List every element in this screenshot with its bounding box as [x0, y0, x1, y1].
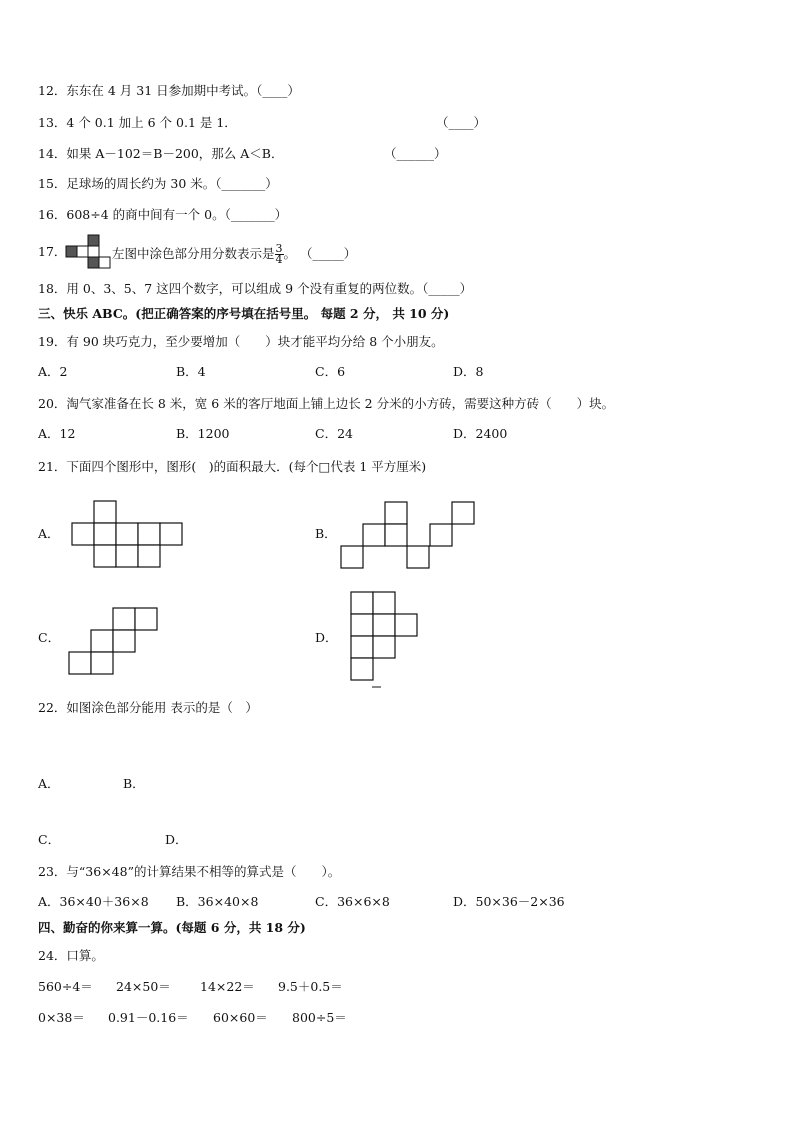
oral-calc-4: 9.5＋0.5＝	[278, 979, 343, 994]
q23-option-a[interactable]: A．36×40＋36×8	[38, 894, 149, 909]
question-21: 21．下面四个图形中，图形( )的面积最大．(每个□代表 1 平方厘米)	[38, 459, 427, 474]
q21-label-a[interactable]: A．	[38, 526, 60, 541]
oral-calc-3: 14×22＝	[200, 979, 255, 994]
section-3-title: 三、快乐 ABC。(把正确答案的序号填在括号里。 每题 2 分， 共 10 分)	[38, 306, 450, 321]
question-14: 14．如果 A－102＝B－200，那么 A＜B．	[38, 146, 284, 161]
answer-blank-13[interactable]: （____）	[436, 115, 487, 130]
question-17-text	[112, 244, 356, 265]
q21-label-d[interactable]: D．	[315, 630, 338, 645]
q20-option-c[interactable]: C．24	[315, 426, 353, 441]
q23-option-c[interactable]: C．36×6×8	[315, 894, 390, 909]
q19-option-b[interactable]: B．4	[176, 364, 206, 379]
fraction-three-quarters	[275, 244, 284, 265]
q20-option-b[interactable]: B．1200	[176, 426, 230, 441]
question-24: 24．口算。	[38, 948, 104, 963]
oral-calc-7: 60×60＝	[213, 1010, 268, 1025]
oral-calc-5: 0×38＝	[38, 1010, 85, 1025]
q20-option-d[interactable]: D．2400	[453, 426, 508, 441]
q19-option-a[interactable]: A．2	[38, 364, 68, 379]
question-13: 13．4 个 0.1 加上 6 个 0.1 是 1．	[38, 115, 237, 130]
question-12: 12．东东在 4 月 31 日参加期中考试。（____）	[38, 83, 300, 98]
answer-blank-14[interactable]: （______）	[384, 146, 447, 161]
q17-shaded-figure	[66, 234, 112, 268]
q17-suffix: 。 （_____）	[283, 246, 357, 261]
question-15: 15．足球场的周长约为 30 米。（_______）	[38, 176, 278, 191]
q19-option-c[interactable]: C．6	[315, 364, 346, 379]
section-4-title: 四、勤奋的你来算一算。(每题 6 分，共 18 分)	[38, 920, 306, 935]
oral-calc-6: 0.91－0.16＝	[108, 1010, 189, 1025]
q21-figure-b	[340, 500, 480, 572]
q21-figure-a	[71, 500, 186, 570]
question-20: 20．淘气家准备在长 8 米，宽 6 米的客厅地面上铺上边长 2 分米的小方砖，需要这种方砖（ ）块。	[38, 396, 615, 411]
q21-figure-c	[67, 606, 162, 678]
oral-calc-8: 800÷5＝	[292, 1010, 347, 1025]
q17-stem: 左图中涂色部分用分数表示是	[112, 246, 275, 261]
q21-figure-d	[350, 591, 425, 691]
q19-option-d[interactable]: D．8	[453, 364, 484, 379]
fraction-numerator: 3	[275, 242, 283, 255]
question-16: 16．608÷4 的商中间有一个 0。（_______）	[38, 207, 288, 222]
q21-label-c[interactable]: C．	[38, 630, 61, 645]
q22-label-c[interactable]: C．	[38, 832, 61, 847]
q23-option-b[interactable]: B．36×40×8	[176, 894, 259, 909]
question-23: 23．与“36×48”的计算结果不相等的算式是（ ）。	[38, 864, 341, 879]
q20-option-a[interactable]: A．12	[38, 426, 76, 441]
question-22: 22．如图涂色部分能用 表示的是（ ）	[38, 700, 258, 715]
question-19: 19．有 90 块巧克力，至少要增加（ ）块才能平均分给 8 个小朋友。	[38, 334, 444, 349]
q22-label-d[interactable]: D．	[165, 832, 188, 847]
oral-calc-1: 560÷4＝	[38, 979, 93, 994]
oral-calc-2: 24×50＝	[116, 979, 171, 994]
q22-label-a[interactable]: A．	[38, 776, 60, 791]
fraction-denominator: 4	[275, 253, 283, 266]
q21-label-b[interactable]: B．	[315, 526, 337, 541]
question-18: 18．用 0、3、5、7 这四个数字，可以组成 9 个没有重复的两位数。（_____）	[38, 281, 473, 296]
q23-option-d[interactable]: D．50×36－2×36	[453, 894, 565, 909]
q22-label-b[interactable]: B．	[123, 776, 145, 791]
question-17-number: 17．	[38, 244, 67, 259]
